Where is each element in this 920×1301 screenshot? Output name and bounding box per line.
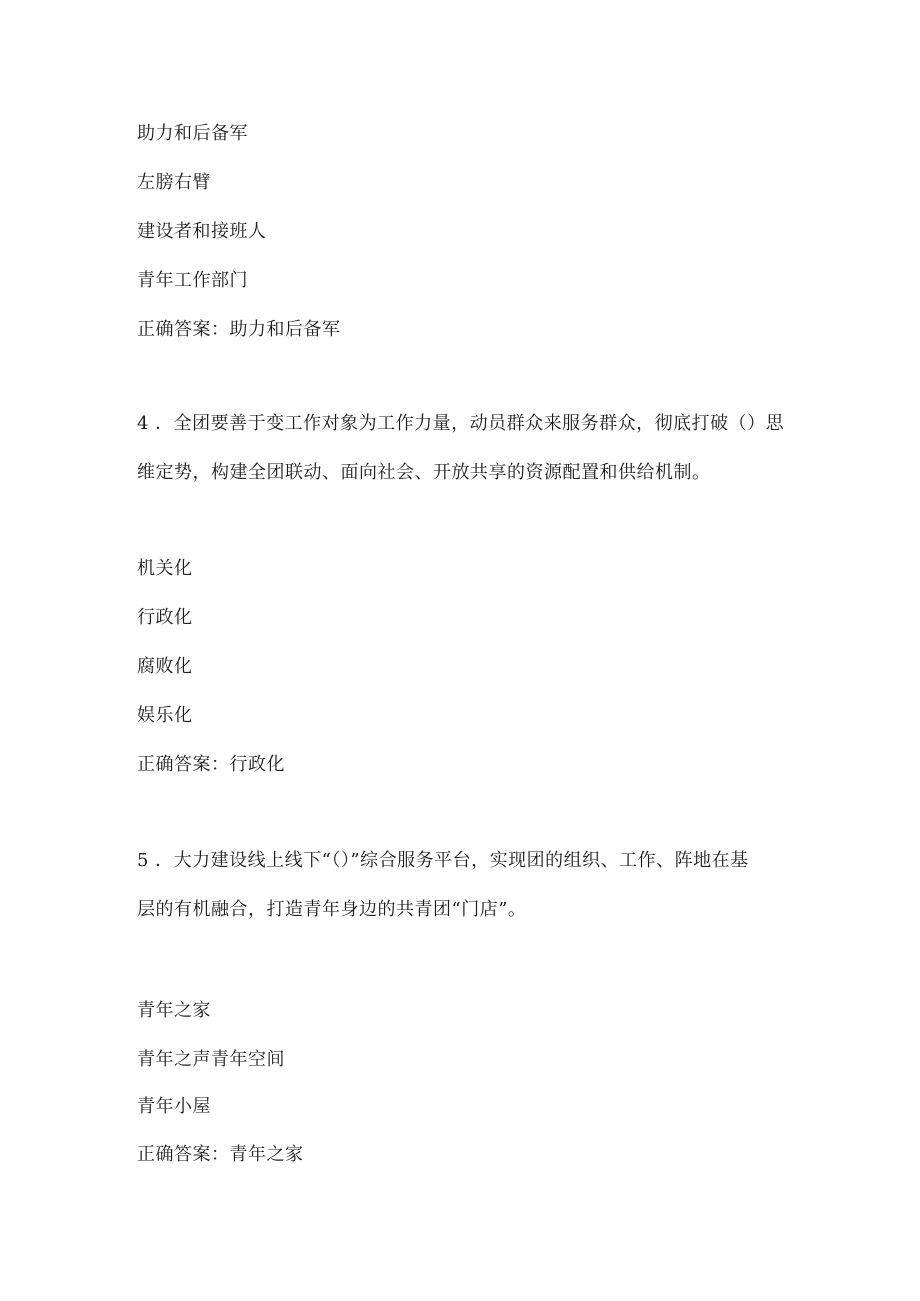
question-4-text-line2: 维定势，构建全团联动、面向社会、开放共享的资源配置和供给机制。 [137, 462, 711, 483]
option-item: 行政化 [137, 607, 193, 628]
option-item: 建设者和接班人 [137, 221, 267, 242]
answer-line: 正确答案：青年之家 [137, 1144, 304, 1165]
option-item: 腐败化 [137, 656, 193, 677]
option-item: 娱乐化 [137, 705, 193, 726]
question-5-text-line1: 5 ．大力建设线上线下“（）”综合服务平台，实现团的组织、工作、阵地在基 [137, 850, 749, 871]
question-5-text-line2: 层的有机融合，打造青年身边的共青团“门店”。 [137, 899, 527, 920]
option-item: 青年小屋 [137, 1096, 211, 1117]
option-item: 助力和后备军 [137, 123, 248, 144]
option-item: 机关化 [137, 558, 193, 579]
option-item: 青年工作部门 [137, 270, 248, 291]
answer-line: 正确答案：助力和后备军 [137, 319, 341, 340]
option-item: 青年之家 [137, 1000, 211, 1021]
option-item: 左膀右臂 [137, 172, 211, 193]
question-4-text-line1: 4 ．全团要善于变工作对象为工作力量，动员群众来服务群众，彻底打破（）思 [137, 413, 785, 434]
answer-line: 正确答案：行政化 [137, 754, 285, 775]
option-item: 青年之声青年空间 [137, 1049, 285, 1070]
